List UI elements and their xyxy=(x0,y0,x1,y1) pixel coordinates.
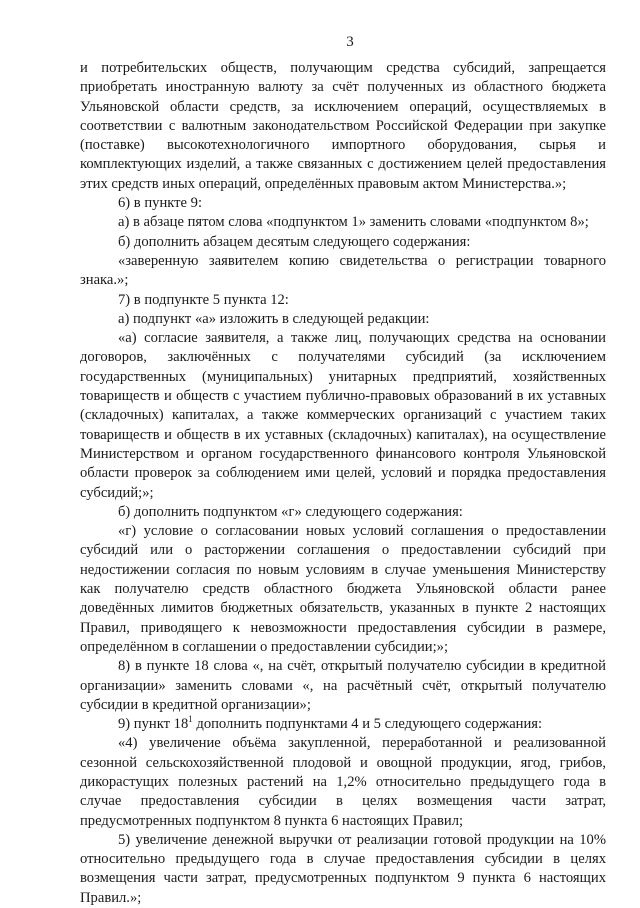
paragraph-subitem-5: 5) увеличение денежной выручки от реализации готовой продукции на 10% относительно предыдущего года в случае предоставления субсидии в целях возмещения части затрат, предусмотренных подпунктом 9 пункта 6 настоящих Правил.»; xyxy=(80,831,606,906)
paragraph-item-7: 7) в подпункте 5 пункта 12: xyxy=(118,291,289,308)
paragraph-quote-subitem-4: «4) увеличение объёма закупленной, переработанной и реализованной сезонной сельскохозяйственной плодовой и овощной продукции, ягод, грибов, дикорастущих полезных растений на 1,2% относительно предыдущего года в случае предоставления субсидии в целях возмещения части затрат, предусмотренных подпунктом 8 пункта 6 настоящих Правил; xyxy=(80,735,606,829)
paragraph-item-6a: а) в абзаце пятом слова «подпунктом 1» заменить словами «подпунктом 8»; xyxy=(118,214,589,231)
paragraph-item-7a: а) подпункт «а» изложить в следующей редакции: xyxy=(118,310,430,327)
paragraph-continuation: и потребительских обществ, получающим средства субсидий, запрещается приобретать иностранную валюту за счёт полученных из областного бюджета Ульяновской области средств, за исключением операций, осуществляемых в соответствии с валютным законодательством Российской Федерации при закупке (поставке) высокотехнологичного импортного оборудования, сырья и комплектующих изделий, а также связанных с достижением целей предоставления этих средств иных операций, определённых правовым актом Министерства.»; xyxy=(80,60,606,192)
item-9-before: 9) пункт 18 xyxy=(118,716,189,733)
paragraph-item-7b: б) дополнить подпунктом «г» следующего содержания: xyxy=(118,503,463,520)
paragraph-item-6: 6) в пункте 9: xyxy=(118,195,203,212)
paragraph-quote-consent: «а) согласие заявителя, а также лиц, получающих средства на основании договоров, заключённых с получателями субсидий (за исключением государственных (муниципальных) унитарных предприятий, хозяйственных товариществ и обществ с участием публично-правовых образований в их уставных (складочных) капиталах, а также коммерческих организаций с участием таких товариществ и обществ в их уставных (складочных) капиталах), на осуществление Министерством и органом государственного финансового контроля Ульяновской области проверок за соблюдением ими целей, условий и порядка предоставления субсидий;»; xyxy=(80,330,606,501)
item-9-after: дополнить подпунктами 4 и 5 следующего содержания: xyxy=(192,716,543,733)
page-number: 3 xyxy=(346,34,354,50)
item-9-superscript: 1 xyxy=(188,714,193,725)
paragraph-item-8: 8) в пункте 18 слова «, на счёт, открытый получателю субсидии в кредитной организации» заменить словами «, на расчётный счёт, открытый получателю субсидии в кредитной организации»; xyxy=(80,658,606,713)
document-body xyxy=(80,59,606,908)
paragraph-item-6b: б) дополнить абзацем десятым следующего содержания: xyxy=(118,233,471,250)
paragraph-quote-trademark: «заверенную заявителем копию свидетельства о регистрации товарного знака.»; xyxy=(80,252,606,289)
paragraph-quote-agreement: «г) условие о согласовании новых условий соглашения о предоставлении субсидий или о расторжении соглашения о предоставлении субсидий при недостижении согласия по новым условиям в случае уменьшения Министерству как получателю средств областного бюджета Ульяновской области ранее доведённых лимитов бюджетных обязательств, указанных в пункте 2 настоящих Правил, приводящего к невозможности предоставления субсидии в размере, определённом в соглашении о предоставлении субсидии;»; xyxy=(80,523,606,655)
paragraph-item-9 xyxy=(80,715,606,734)
